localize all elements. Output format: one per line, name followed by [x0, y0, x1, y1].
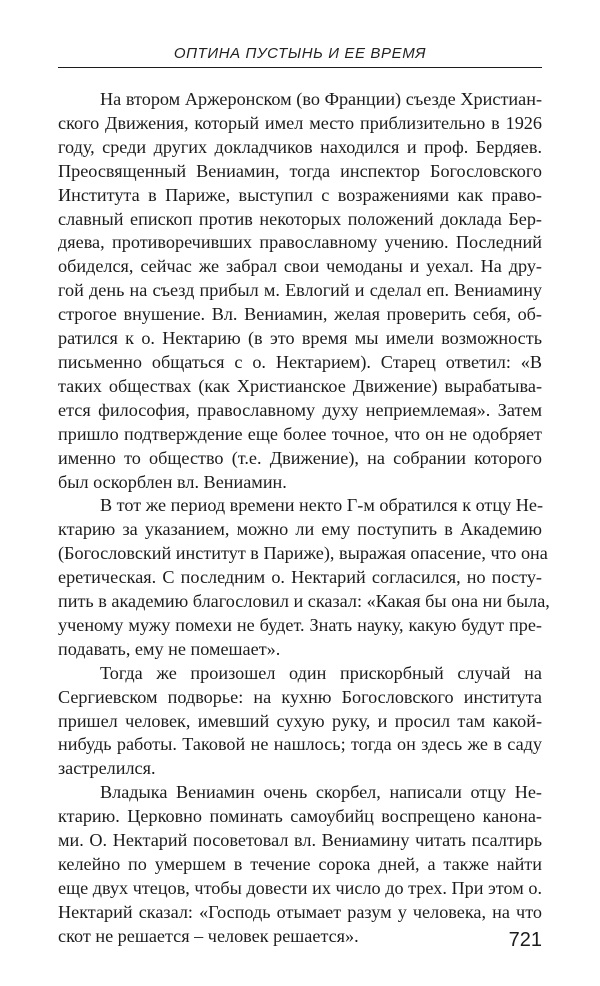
text-line: ктарию за указанием, можно ли ему поступить в Академию — [58, 519, 542, 540]
text-line: ктарию. Церковно поминать самоубийц воспрещено канона- — [58, 806, 542, 827]
text-line: письменно общаться с о. Нектарием). Старец ответил: «В — [58, 351, 542, 372]
text-line: строгое внушение. Вл. Вениамин, желая проверить себя, об- — [58, 304, 542, 325]
text-line: еще двух чтецов, чтобы довести их число до трех. При этом о. — [58, 877, 542, 898]
text-line: ского Движения, который имел место приблизительно в 1926 — [58, 112, 542, 133]
text-line: подавать, ему не помешает». — [58, 638, 281, 659]
paragraph — [58, 494, 550, 661]
text-line: В тот же период времени некто Г-м обратился к отцу Не- — [100, 495, 544, 516]
paragraph — [58, 781, 542, 948]
text-line: пить в академию благословил и сказал: «Какая бы она ни была, — [58, 591, 550, 612]
body-text — [58, 88, 550, 949]
text-line: был оскорблен вл. Вениамин. — [58, 471, 287, 492]
text-line: (Богословский институт в Париже), выражая опасение, что она — [58, 543, 548, 564]
text-line: обиделся, сейчас же забрал свои чемоданы и уехал. На дру- — [58, 256, 542, 277]
text-line: нибудь работы. Таковой не нашлось; тогда он здесь же в саду — [58, 734, 542, 755]
text-line: Сергиевском подворье: на кухню Богословского института — [58, 686, 542, 707]
page-number: 721 — [508, 929, 542, 951]
paragraph — [58, 662, 542, 782]
text-line: году, среди других докладчиков находился и проф. Бердяев. — [58, 136, 542, 157]
text-line: келейно по умершем в течение сорока дней, а также найти — [58, 854, 542, 874]
text-line: Тогда же произошел один прискорбный случай на — [100, 662, 542, 683]
text-line: еретическая. С последним о. Нектарий согласился, но посту- — [58, 567, 542, 588]
text-line: Нектарий сказал: «Господь отымает разум у человека, на что — [58, 901, 542, 922]
text-line: Преосвященный Вениамин, тогда инспектор Богословского — [58, 160, 542, 181]
text-line: пришел человек, имевший сухую руку, и просил там какой- — [58, 710, 542, 731]
text-line: славный епископ против некоторых положений доклада Бер- — [58, 208, 542, 229]
paragraph — [58, 88, 542, 494]
text-line: дяева, противоречивших православному учению. Последний — [58, 232, 542, 253]
header-rule — [58, 67, 542, 68]
running-head-title: ОПТИНА ПУСТЫНЬ И ЕЕ ВРЕМЯ — [173, 45, 427, 62]
text-line: именно то общество (т.е. Движение), на собрании которого — [58, 447, 542, 468]
text-line: ми. О. Нектарий посоветовал вл. Вениамину читать псалтирь — [58, 830, 542, 851]
text-line: таких обществах (как Христианское Движение) вырабатыва- — [58, 375, 542, 396]
text-line: ратился к о. Нектарию (в это время мы имели возможность — [58, 328, 542, 349]
text-line: ется философия, православному духу неприемлемая». Затем — [58, 399, 542, 420]
text-line: застрелился. — [58, 758, 156, 779]
text-line: На втором Аржеронском (во Франции) съезде Христиан- — [100, 89, 542, 109]
text-line: пришло подтверждение еще более точное, что он не одобряет — [58, 423, 542, 444]
text-line: Института в Париже, выступил с возражениями как право- — [58, 184, 542, 205]
text-line: Владыка Вениамин очень скорбел, написали отцу Не- — [100, 782, 542, 803]
text-line: гой день на съезд прибыл м. Евлогий и сделал еп. Вениамину — [58, 280, 542, 301]
text-line: скот не решается – человек решается». — [58, 925, 359, 946]
text-line: ученому мужу помехи не будет. Знать науку, какую будут пре- — [58, 614, 542, 635]
